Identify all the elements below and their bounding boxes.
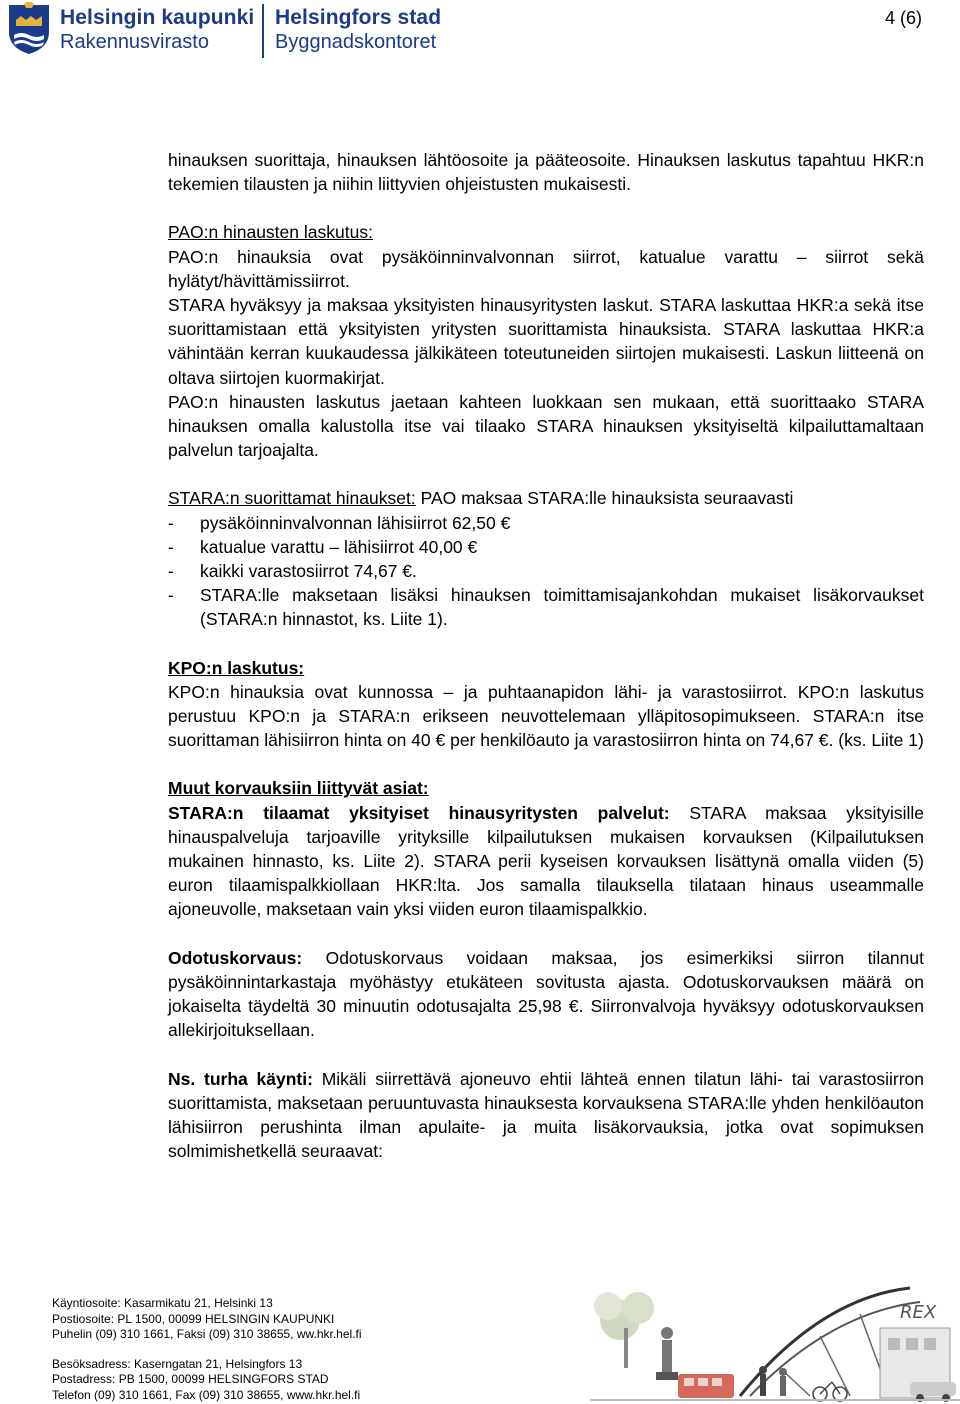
footer-fi-visit-address: Käyntiosoite: Kasarmikatu 21, Helsinki 13 (52, 1296, 273, 1310)
heading-other-compensation: Muut korvauksiin liittyvät asiat: (168, 778, 429, 799)
paragraph-kpo: KPO:n hinauksia ovat kunnossa – ja puhtaanapidon lähi- ja varastosiirrot. KPO:n laskutus perustuu KPO:n ja STARA:n erikseen neuvottelemaan ylläpitosopimukseen. STARA:n itse suorittaman lähisiirron hinta on 40 € per henkilöauto ja varastosiirron hinta on 74,67 €. (ks. Liite 1) (168, 681, 924, 751)
paragraph-waiting-compensation: Odotuskorvaus: Odotuskorvaus voidaan maksaa, jos esimerkiksi siirron tilannut pysäköinnintarkastaja myöhästyy etukäteen sovitusta ajasta. Odotuskorvauksen määrä on jokaiselta täydeltä 30 minuutin odotusajalta 25,98 €. Siirronvalvoja hyväksyy odotuskorvauksen allekirjoituksellaan. (168, 947, 924, 1041)
heading-pao-billing: PAO:n hinausten laskutus: (168, 222, 373, 243)
city-illustration (440, 1278, 960, 1404)
paragraph-pao-2: STARA hyväksyy ja maksaa yksityisten hinausyritysten laskut. STARA laskuttaa HKR:a sekä itse suorittamistaan että yksityisten yritysten suorittamista hinauksista. STARA laskuttaa HKR:a vähintään kerran kuukaudessa jälkikäteen toteutuneiden siirtojen mukaisesti. Laskun liitteenä on oltava siirtojen kuormakirjat. (168, 295, 924, 388)
heading-kpo-billing: KPO:n laskutus: (168, 657, 305, 678)
paragraph-wasted-visit: Ns. turha käynti: Mikäli siirrettävä ajoneuvo ehtii lähteä ennen tilatun lähi- tai varastosiirron suorittamista, maksetaan peruuntuvasta hinauksesta korvauksena STARA:lle yhden henkilöauton lähisiirron perushinta ilman apulaite- ja muita lisäkorvauksia, jotka ovat sopimuksen solmimishetkellä seuraavat: (168, 1068, 924, 1162)
footer-contact (52, 1296, 362, 1403)
rex-sign: REX (900, 1302, 937, 1323)
stara-intro-text: PAO maksaa STARA:lle hinauksista seuraavasti (415, 488, 794, 509)
footer-sv-visit-address: Besöksadress: Kaserngatan 21, Helsingfors 13 (52, 1356, 303, 1371)
footer-fi-phone: Puhelin (09) 310 1661, Faksi (09) 310 38655, ww.hkr.hel.fi (52, 1327, 362, 1341)
org-sv-name: Helsingfors stad (275, 6, 442, 29)
letterhead (0, 0, 960, 60)
org-sv-department: Byggnadskontoret (275, 31, 437, 53)
footer-sv-phone: Telefon (09) 310 1661, Fax (09) 310 38655, www.hkr.hel.fi (52, 1387, 361, 1402)
list-item: - STARA:lle maksetaan lisäksi hinauksen toimittamisajankohdan mukaiset lisäkorvaukset (STARA:n hinnastot, ks. Liite 1). (168, 585, 924, 630)
helsinki-crest-logo (6, 2, 52, 56)
list-item: - katualue varattu – lähisiirrot 40,00 € (168, 536, 478, 557)
document-body (168, 148, 924, 1163)
list-item: - pysäköinninvalvonnan lähisiirrot 62,50 € (168, 512, 511, 533)
subheading-private-towing: STARA:n tilaamat yksityiset hinausyritysten palvelut: (168, 802, 670, 823)
org-fi-department: Rakennusvirasto (60, 31, 209, 53)
org-swedish (275, 6, 441, 54)
org-fi-name: Helsingin kaupunki (60, 6, 255, 29)
list-item: - kaikki varastosiirrot 74,67 €. (168, 561, 417, 582)
label-waiting-compensation: Odotuskorvaus: (168, 947, 303, 968)
footer-sv-postal-address: Postadress: PB 1500, 00099 HELSINGFORS STAD (52, 1372, 329, 1386)
header-divider (262, 4, 264, 58)
paragraph-pao-1: PAO:n hinauksia ovat pysäköinninvalvonnan siirrot, katualue varattu – siirrot sekä hylätyt/hävittämissiirrot. (168, 246, 924, 291)
org-finnish (60, 6, 254, 54)
paragraph-pao-3: PAO:n hinausten laskutus jaetaan kahteen luokkaan sen mukaan, että suorittaako STARA hinauksen omalla kalustolla itse vai tilaako STARA hinauksen yksityiseltä kilpailuttamaltaan palvelun tarjoajalta. (168, 391, 924, 461)
footer-fi-postal-address: Postiosoite: PL 1500, 00099 HELSINGIN KAUPUNKI (52, 1311, 335, 1326)
label-wasted-visit: Ns. turha käynti: (168, 1068, 313, 1089)
heading-stara-tows: STARA:n suorittamat hinaukset: (168, 488, 416, 509)
paragraph-intro: hinauksen suorittaja, hinauksen lähtöosoite ja pääteosoite. Hinauksen laskutus tapahtuu HKR:n tekemien tilausten ja niihin liittyvien ohjeistusten mukaisesti. (168, 150, 924, 195)
paragraph-stara-tows (168, 486, 924, 510)
page-number: 4 (6) (884, 8, 922, 28)
paragraph-private-towing: STARA:n tilaamat yksityiset hinausyritysten palvelut: STARA maksaa yksityisille hinauspalveluja tarjoaville yrityksille kilpailutuksen mukaisen korvauksen (Kilpailutuksen mukainen hinnasto, ks. Liite 2). STARA perii kyseisen korvauksen lisättynä omalla viiden (5) euron tilaamispalkkiollaan HKR:lta. Jos samalla tilauksella tilataan hinaus useammalle ajoneuvolle, maksetaan vain yksi viiden euron tilaamispalkkio. (168, 802, 924, 920)
